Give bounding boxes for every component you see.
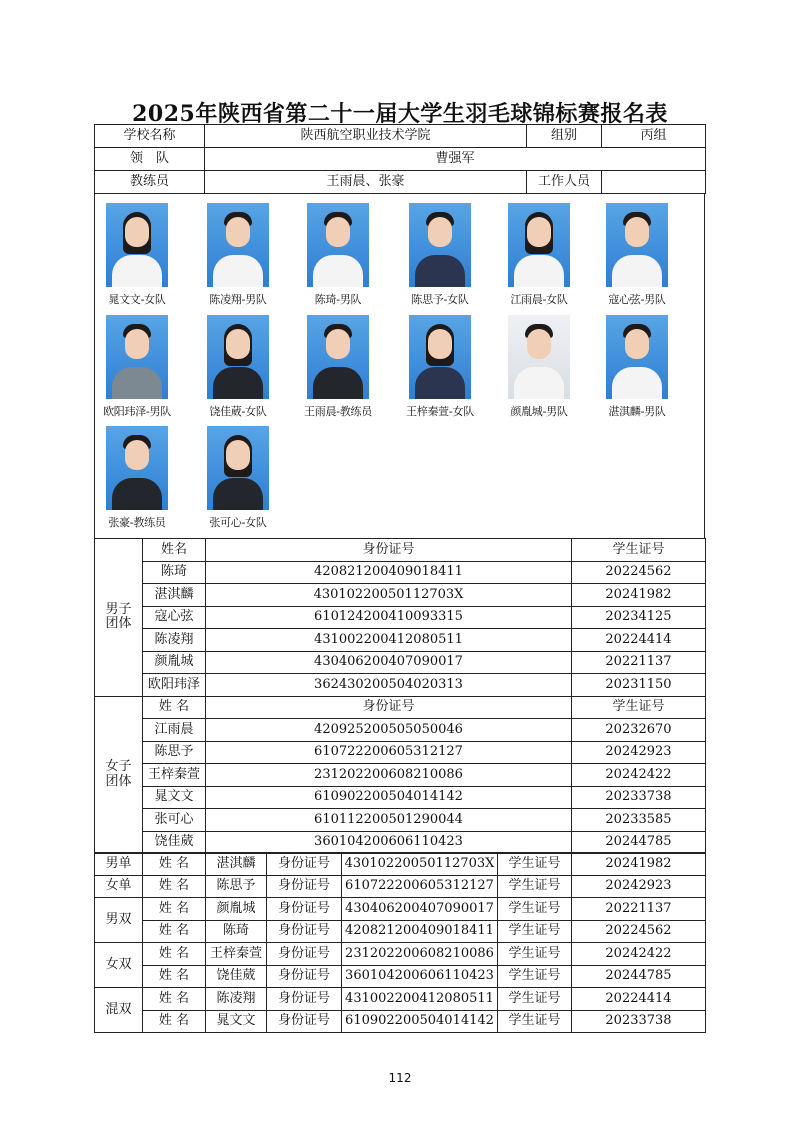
group-label: 组别 xyxy=(527,125,602,148)
event-label: 男双 xyxy=(95,898,143,943)
player-id: 610902200504014142 xyxy=(342,1010,498,1033)
table-row xyxy=(95,853,706,876)
table-row xyxy=(95,831,706,854)
table-row xyxy=(95,719,706,742)
player-name: 颜胤城 xyxy=(143,651,206,674)
portrait-photo xyxy=(207,203,269,287)
leader-value: 曹强军 xyxy=(205,148,706,171)
player-name: 晁文文 xyxy=(143,786,206,809)
player-id: 231202200608210086 xyxy=(342,943,498,966)
coach-value: 王雨晨、张豪 xyxy=(205,171,527,194)
portrait-photo xyxy=(409,315,471,399)
team-roster-table xyxy=(94,538,706,854)
player-name: 湛淇麟 xyxy=(206,853,267,876)
id-label: 身份证号 xyxy=(267,920,342,943)
name-label: 姓 名 xyxy=(143,853,206,876)
table-row xyxy=(95,651,706,674)
portrait-photo xyxy=(508,315,570,399)
portrait-photo xyxy=(307,315,369,399)
name-label: 姓 名 xyxy=(143,1010,206,1033)
event-label: 男单 xyxy=(95,853,143,876)
player-name: 湛淇麟 xyxy=(143,584,206,607)
player-student-id: 20241982 xyxy=(572,853,706,876)
player-student-id: 20233738 xyxy=(572,1010,706,1033)
name-label: 姓 名 xyxy=(143,965,206,988)
student-label: 学生证号 xyxy=(498,920,572,943)
student-header: 学生证号 xyxy=(572,539,706,562)
portrait-photo xyxy=(207,315,269,399)
player-name: 陈思予 xyxy=(206,875,267,898)
photo-caption: 饶佳葳-女队 xyxy=(209,405,267,418)
photo-caption: 湛淇麟-男队 xyxy=(608,405,666,418)
player-student-id: 20241982 xyxy=(572,584,706,607)
player-id: 431002200412080511 xyxy=(206,629,572,652)
player-student-id: 20233738 xyxy=(572,786,706,809)
player-id: 362430200504020313 xyxy=(206,674,572,697)
photo-caption: 晁文文-女队 xyxy=(108,293,166,306)
student-label: 学生证号 xyxy=(498,965,572,988)
player-id: 43010220050112703X xyxy=(342,853,498,876)
player-id: 610902200504014142 xyxy=(206,786,572,809)
women-team-label: 女子团体 xyxy=(95,696,143,854)
player-student-id: 20234125 xyxy=(572,606,706,629)
id-label: 身份证号 xyxy=(267,1010,342,1033)
table-row xyxy=(95,606,706,629)
player-id: 43010220050112703X xyxy=(206,584,572,607)
name-label: 姓 名 xyxy=(143,920,206,943)
student-header: 学生证号 xyxy=(572,696,706,719)
photo-caption: 张可心-女队 xyxy=(209,516,267,529)
event-label: 混双 xyxy=(95,988,143,1033)
header-table xyxy=(94,124,706,194)
coach-label: 教练员 xyxy=(95,171,205,194)
staff-value xyxy=(602,171,706,194)
photo-caption: 陈思予-女队 xyxy=(411,293,469,306)
player-id: 231202200608210086 xyxy=(206,764,572,787)
photo-caption: 寇心弦-男队 xyxy=(608,293,666,306)
table-row xyxy=(95,920,706,943)
group-value: 丙组 xyxy=(602,125,706,148)
coach-row xyxy=(95,171,706,194)
portrait-photo xyxy=(106,426,168,510)
photo-card xyxy=(288,315,388,419)
photo-card xyxy=(87,203,187,307)
table-row xyxy=(95,875,706,898)
player-id: 420821200409018411 xyxy=(342,920,498,943)
photo-card xyxy=(188,315,288,419)
photo-caption: 陈凌翔-男队 xyxy=(209,293,267,306)
table-row xyxy=(95,809,706,832)
portrait-photo xyxy=(307,203,369,287)
leader-label: 领 队 xyxy=(95,148,205,171)
player-student-id: 20242422 xyxy=(572,943,706,966)
page-number: 112 xyxy=(388,1071,412,1085)
photo-grid xyxy=(94,193,705,538)
player-id: 360104200606110423 xyxy=(206,831,572,854)
table-row xyxy=(95,786,706,809)
name-label: 姓 名 xyxy=(143,875,206,898)
player-student-id: 20244785 xyxy=(572,965,706,988)
table-row xyxy=(95,1010,706,1033)
player-name: 寇心弦 xyxy=(143,606,206,629)
photo-card xyxy=(390,203,490,307)
player-id: 431002200412080511 xyxy=(342,988,498,1011)
player-student-id: 20231150 xyxy=(572,674,706,697)
student-label: 学生证号 xyxy=(498,943,572,966)
id-label: 身份证号 xyxy=(267,988,342,1011)
player-student-id: 20224562 xyxy=(572,561,706,584)
name-header: 姓名 xyxy=(143,539,206,562)
leader-row xyxy=(95,148,706,171)
portrait-photo xyxy=(106,315,168,399)
id-header: 身份证号 xyxy=(206,696,572,719)
photo-card xyxy=(188,203,288,307)
player-student-id: 20224414 xyxy=(572,629,706,652)
player-student-id: 20244785 xyxy=(572,831,706,854)
player-name: 陈琦 xyxy=(206,920,267,943)
player-name: 饶佳葳 xyxy=(206,965,267,988)
individual-events-table xyxy=(94,852,706,1033)
player-student-id: 20232670 xyxy=(572,719,706,742)
photo-card xyxy=(489,203,589,307)
portrait-photo xyxy=(606,315,668,399)
player-id: 360104200606110423 xyxy=(342,965,498,988)
portrait-photo xyxy=(508,203,570,287)
player-name: 陈凌翔 xyxy=(143,629,206,652)
id-header: 身份证号 xyxy=(206,539,572,562)
photo-card xyxy=(390,315,490,419)
student-label: 学生证号 xyxy=(498,898,572,921)
table-row xyxy=(95,764,706,787)
student-label: 学生证号 xyxy=(498,988,572,1011)
men-header-row xyxy=(95,539,706,562)
player-student-id: 20224414 xyxy=(572,988,706,1011)
player-id: 610124200410093315 xyxy=(206,606,572,629)
student-label: 学生证号 xyxy=(498,875,572,898)
name-label: 姓 名 xyxy=(143,988,206,1011)
name-header: 姓 名 xyxy=(143,696,206,719)
school-value: 陕西航空职业技术学院 xyxy=(205,125,527,148)
name-label: 姓 名 xyxy=(143,898,206,921)
event-label: 女双 xyxy=(95,943,143,988)
id-label: 身份证号 xyxy=(267,943,342,966)
id-label: 身份证号 xyxy=(267,875,342,898)
player-name: 王梓秦萱 xyxy=(143,764,206,787)
id-label: 身份证号 xyxy=(267,898,342,921)
student-label: 学生证号 xyxy=(498,853,572,876)
player-student-id: 20242923 xyxy=(572,741,706,764)
portrait-photo xyxy=(106,203,168,287)
table-row xyxy=(95,741,706,764)
player-student-id: 20224562 xyxy=(572,920,706,943)
photo-caption: 颜胤城-男队 xyxy=(510,405,568,418)
photo-caption: 王梓秦萱-女队 xyxy=(406,405,474,418)
player-student-id: 20221137 xyxy=(572,651,706,674)
men-team-label: 男子团体 xyxy=(95,539,143,697)
player-id: 420925200505050046 xyxy=(206,719,572,742)
table-row xyxy=(95,965,706,988)
photo-caption: 陈琦-男队 xyxy=(314,293,362,306)
portrait-photo xyxy=(409,203,471,287)
school-label: 学校名称 xyxy=(95,125,205,148)
photo-card xyxy=(87,426,187,530)
school-row xyxy=(95,125,706,148)
player-id: 430406200407090017 xyxy=(342,898,498,921)
player-name: 江雨晨 xyxy=(143,719,206,742)
player-name: 陈思予 xyxy=(143,741,206,764)
table-row xyxy=(95,584,706,607)
name-label: 姓 名 xyxy=(143,943,206,966)
table-row xyxy=(95,561,706,584)
table-row xyxy=(95,629,706,652)
player-id: 430406200407090017 xyxy=(206,651,572,674)
table-row xyxy=(95,988,706,1011)
portrait-photo xyxy=(207,426,269,510)
id-label: 身份证号 xyxy=(267,853,342,876)
player-name: 欧阳玮泽 xyxy=(143,674,206,697)
player-id: 610112200501290044 xyxy=(206,809,572,832)
photo-card xyxy=(188,426,288,530)
photo-card xyxy=(288,203,388,307)
player-student-id: 20233585 xyxy=(572,809,706,832)
photo-caption: 张豪-教练员 xyxy=(108,516,166,529)
staff-label: 工作人员 xyxy=(527,171,602,194)
player-student-id: 20221137 xyxy=(572,898,706,921)
player-name: 颜胤城 xyxy=(206,898,267,921)
player-student-id: 20242923 xyxy=(572,875,706,898)
player-name: 王梓秦萱 xyxy=(206,943,267,966)
photo-card xyxy=(587,203,687,307)
portrait-photo xyxy=(606,203,668,287)
player-student-id: 20242422 xyxy=(572,764,706,787)
player-id: 610722200605312127 xyxy=(342,875,498,898)
player-name: 饶佳葳 xyxy=(143,831,206,854)
photo-card xyxy=(587,315,687,419)
photo-card xyxy=(489,315,589,419)
player-name: 陈凌翔 xyxy=(206,988,267,1011)
player-id: 420821200409018411 xyxy=(206,561,572,584)
table-row xyxy=(95,943,706,966)
player-id: 610722200605312127 xyxy=(206,741,572,764)
player-name: 陈琦 xyxy=(143,561,206,584)
page-title: 2025年陕西省第二十一届大学生羽毛球锦标赛报名表 xyxy=(132,101,668,127)
photo-card xyxy=(87,315,187,419)
table-row xyxy=(95,898,706,921)
player-name: 张可心 xyxy=(143,809,206,832)
id-label: 身份证号 xyxy=(267,965,342,988)
event-label: 女单 xyxy=(95,875,143,898)
student-label: 学生证号 xyxy=(498,1010,572,1033)
player-name: 晁文文 xyxy=(206,1010,267,1033)
table-row xyxy=(95,674,706,697)
photo-caption: 江雨晨-女队 xyxy=(510,293,568,306)
photo-caption: 王雨晨-教练员 xyxy=(304,405,372,418)
women-header-row xyxy=(95,696,706,719)
photo-caption: 欧阳玮泽-男队 xyxy=(103,405,171,418)
